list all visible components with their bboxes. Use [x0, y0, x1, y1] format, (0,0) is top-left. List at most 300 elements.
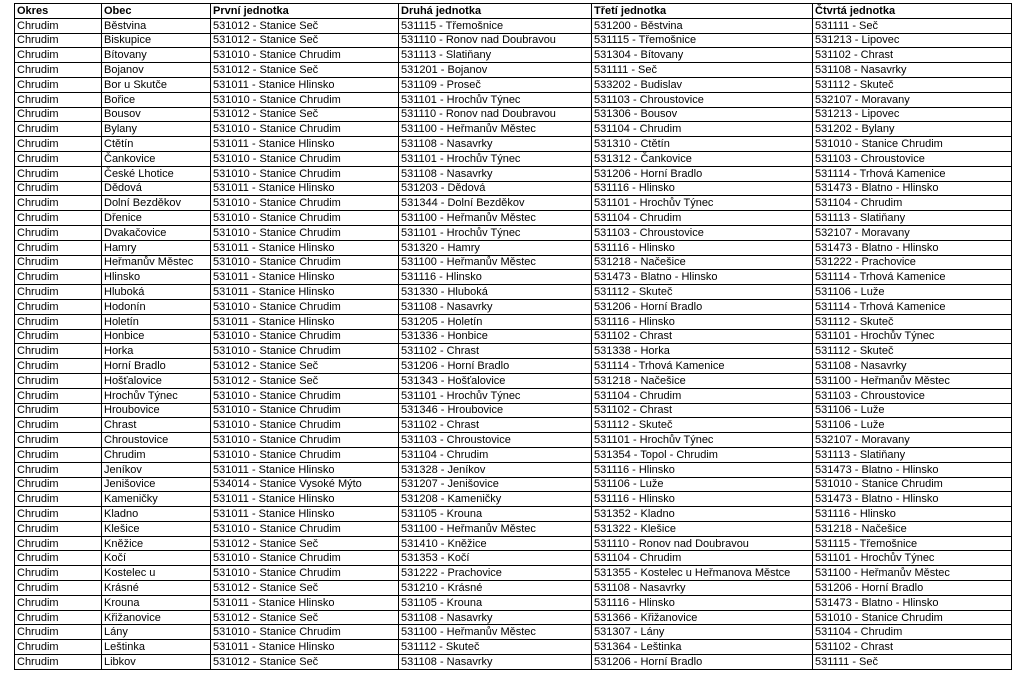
table-row	[15, 107, 1012, 122]
ctvrta-jednotka-cell: 531010 - Stanice Chrudim	[813, 477, 1012, 492]
treti-jednotka-cell: 531110 - Ronov nad Doubravou	[592, 536, 813, 551]
ctvrta-jednotka-cell: 531104 - Chrudim	[813, 625, 1012, 640]
treti-jednotka-cell: 531218 - Načešice	[592, 373, 813, 388]
table-row	[15, 610, 1012, 625]
ctvrta-jednotka-cell: 531114 - Trhová Kamenice	[813, 166, 1012, 181]
table-row	[15, 166, 1012, 181]
druha-jednotka-cell: 531207 - Jenišovice	[399, 477, 592, 492]
ctvrta-jednotka-cell: 531473 - Blatno - Hlinsko	[813, 462, 1012, 477]
prvni-jednotka-cell: 531011 - Stanice Hlinsko	[211, 270, 399, 285]
okres-cell: Chrudim	[15, 151, 102, 166]
table-row	[15, 551, 1012, 566]
okres-cell: Chrudim	[15, 285, 102, 300]
ctvrta-jednotka-cell: 531218 - Načešice	[813, 521, 1012, 536]
obec-cell: Libkov	[102, 655, 211, 670]
prvni-jednotka-cell: 531010 - Stanice Chrudim	[211, 329, 399, 344]
obec-cell: Bojanov	[102, 63, 211, 78]
table-row	[15, 581, 1012, 596]
treti-jednotka-cell: 531116 - Hlinsko	[592, 240, 813, 255]
druha-jednotka-cell: 531336 - Honbice	[399, 329, 592, 344]
prvni-jednotka-cell: 531010 - Stanice Chrudim	[211, 433, 399, 448]
okres-cell: Chrudim	[15, 344, 102, 359]
table-row	[15, 640, 1012, 655]
treti-jednotka-cell: 531103 - Chroustovice	[592, 92, 813, 107]
treti-jednotka-cell: 531206 - Horní Bradlo	[592, 166, 813, 181]
obec-cell: Kočí	[102, 551, 211, 566]
prvni-jednotka-cell: 531010 - Stanice Chrudim	[211, 551, 399, 566]
okres-cell: Chrudim	[15, 373, 102, 388]
okres-cell: Chrudim	[15, 447, 102, 462]
treti-jednotka-cell: 531114 - Trhová Kamenice	[592, 359, 813, 374]
druha-jednotka-cell: 531104 - Chrudim	[399, 447, 592, 462]
obec-cell: Kostelec u	[102, 566, 211, 581]
prvni-jednotka-cell: 531011 - Stanice Hlinsko	[211, 462, 399, 477]
obec-cell: Heřmanův Městec	[102, 255, 211, 270]
okres-cell: Chrudim	[15, 77, 102, 92]
ctvrta-jednotka-cell: 531213 - Lipovec	[813, 33, 1012, 48]
table-row	[15, 285, 1012, 300]
treti-jednotka-cell: 531101 - Hrochův Týnec	[592, 196, 813, 211]
okres-cell: Chrudim	[15, 270, 102, 285]
druha-jednotka-cell: 531110 - Ronov nad Doubravou	[399, 107, 592, 122]
table-row	[15, 595, 1012, 610]
druha-jednotka-cell: 531222 - Prachovice	[399, 566, 592, 581]
obec-cell: Ctětín	[102, 137, 211, 152]
druha-jednotka-cell: 531320 - Hamry	[399, 240, 592, 255]
header-treti-jednotka: Třetí jednotka	[592, 4, 813, 19]
prvni-jednotka-cell: 531010 - Stanice Chrudim	[211, 151, 399, 166]
ctvrta-jednotka-cell: 531102 - Chrast	[813, 48, 1012, 63]
druha-jednotka-cell: 531103 - Chroustovice	[399, 433, 592, 448]
okres-cell: Chrudim	[15, 107, 102, 122]
treti-jednotka-cell: 531304 - Bítovany	[592, 48, 813, 63]
treti-jednotka-cell: 531206 - Horní Bradlo	[592, 655, 813, 670]
druha-jednotka-cell: 531343 - Hošťalovice	[399, 373, 592, 388]
treti-jednotka-cell: 531306 - Bousov	[592, 107, 813, 122]
okres-cell: Chrudim	[15, 196, 102, 211]
okres-cell: Chrudim	[15, 595, 102, 610]
okres-cell: Chrudim	[15, 122, 102, 137]
okres-cell: Chrudim	[15, 299, 102, 314]
treti-jednotka-cell: 531102 - Chrast	[592, 329, 813, 344]
treti-jednotka-cell: 531112 - Skuteč	[592, 418, 813, 433]
okres-cell: Chrudim	[15, 329, 102, 344]
druha-jednotka-cell: 531101 - Hrochův Týnec	[399, 225, 592, 240]
treti-jednotka-cell: 531364 - Leštinka	[592, 640, 813, 655]
okres-cell: Chrudim	[15, 137, 102, 152]
prvni-jednotka-cell: 531010 - Stanice Chrudim	[211, 447, 399, 462]
treti-jednotka-cell: 531102 - Chrast	[592, 403, 813, 418]
obec-cell: Biskupice	[102, 33, 211, 48]
obec-cell: Hrochův Týnec	[102, 388, 211, 403]
treti-jednotka-cell: 531200 - Běstvina	[592, 18, 813, 33]
prvni-jednotka-cell: 531010 - Stanice Chrudim	[211, 225, 399, 240]
druha-jednotka-cell: 531116 - Hlinsko	[399, 270, 592, 285]
obec-cell: Chrudim	[102, 447, 211, 462]
obec-cell: Čankovice	[102, 151, 211, 166]
treti-jednotka-cell: 531104 - Chrudim	[592, 211, 813, 226]
obec-cell: Běstvina	[102, 18, 211, 33]
table-row	[15, 344, 1012, 359]
table-row	[15, 270, 1012, 285]
obec-cell: Bousov	[102, 107, 211, 122]
treti-jednotka-cell: 531338 - Horka	[592, 344, 813, 359]
treti-jednotka-cell: 531354 - Topol - Chrudim	[592, 447, 813, 462]
table-row	[15, 211, 1012, 226]
obec-cell: Dědová	[102, 181, 211, 196]
okres-cell: Chrudim	[15, 388, 102, 403]
prvni-jednotka-cell: 531012 - Stanice Seč	[211, 63, 399, 78]
ctvrta-jednotka-cell: 531101 - Hrochův Týnec	[813, 329, 1012, 344]
obec-cell: Jeníkov	[102, 462, 211, 477]
prvni-jednotka-cell: 531011 - Stanice Hlinsko	[211, 507, 399, 522]
treti-jednotka-cell: 531104 - Chrudim	[592, 122, 813, 137]
obec-cell: Hroubovice	[102, 403, 211, 418]
obec-cell: Bylany	[102, 122, 211, 137]
prvni-jednotka-cell: 531011 - Stanice Hlinsko	[211, 285, 399, 300]
ctvrta-jednotka-cell: 531010 - Stanice Chrudim	[813, 137, 1012, 152]
header-row	[15, 4, 1012, 19]
okres-cell: Chrudim	[15, 211, 102, 226]
druha-jednotka-cell: 531105 - Krouna	[399, 507, 592, 522]
druha-jednotka-cell: 531110 - Ronov nad Doubravou	[399, 33, 592, 48]
obec-cell: České Lhotice	[102, 166, 211, 181]
prvni-jednotka-cell: 531012 - Stanice Seč	[211, 536, 399, 551]
obec-cell: Bor u Skutče	[102, 77, 211, 92]
druha-jednotka-cell: 531115 - Třemošnice	[399, 18, 592, 33]
treti-jednotka-cell: 531355 - Kostelec u Heřmanova Městce	[592, 566, 813, 581]
treti-jednotka-cell: 531307 - Lány	[592, 625, 813, 640]
table-row	[15, 329, 1012, 344]
ctvrta-jednotka-cell: 531112 - Skuteč	[813, 77, 1012, 92]
ctvrta-jednotka-cell: 531106 - Luže	[813, 418, 1012, 433]
table-row	[15, 507, 1012, 522]
okres-cell: Chrudim	[15, 610, 102, 625]
treti-jednotka-cell: 531322 - Klešice	[592, 521, 813, 536]
treti-jednotka-cell: 531111 - Seč	[592, 63, 813, 78]
treti-jednotka-cell: 531108 - Nasavrky	[592, 581, 813, 596]
treti-jednotka-cell: 531101 - Hrochův Týnec	[592, 433, 813, 448]
druha-jednotka-cell: 531328 - Jeníkov	[399, 462, 592, 477]
obec-cell: Dolní Bezděkov	[102, 196, 211, 211]
okres-cell: Chrudim	[15, 536, 102, 551]
okres-cell: Chrudim	[15, 433, 102, 448]
ctvrta-jednotka-cell: 531114 - Trhová Kamenice	[813, 270, 1012, 285]
prvni-jednotka-cell: 531011 - Stanice Hlinsko	[211, 595, 399, 610]
prvni-jednotka-cell: 534014 - Stanice Vysoké Mýto	[211, 477, 399, 492]
druha-jednotka-cell: 531410 - Kněžice	[399, 536, 592, 551]
obec-cell: Dvakačovice	[102, 225, 211, 240]
druha-jednotka-cell: 531101 - Hrochův Týnec	[399, 92, 592, 107]
table-row	[15, 18, 1012, 33]
druha-jednotka-cell: 531100 - Heřmanův Městec	[399, 521, 592, 536]
header-ctvrta-jednotka: Čtvrtá jednotka	[813, 4, 1012, 19]
table-row	[15, 477, 1012, 492]
obec-cell: Horka	[102, 344, 211, 359]
treti-jednotka-cell: 531116 - Hlinsko	[592, 595, 813, 610]
obec-cell: Lány	[102, 625, 211, 640]
druha-jednotka-cell: 531344 - Dolní Bezděkov	[399, 196, 592, 211]
header-druha-jednotka: Druhá jednotka	[399, 4, 592, 19]
druha-jednotka-cell: 531101 - Hrochův Týnec	[399, 151, 592, 166]
treti-jednotka-cell: 531116 - Hlinsko	[592, 181, 813, 196]
ctvrta-jednotka-cell: 531473 - Blatno - Hlinsko	[813, 181, 1012, 196]
prvni-jednotka-cell: 531010 - Stanice Chrudim	[211, 122, 399, 137]
table-row	[15, 314, 1012, 329]
prvni-jednotka-cell: 531011 - Stanice Hlinsko	[211, 492, 399, 507]
table-row	[15, 196, 1012, 211]
okres-cell: Chrudim	[15, 403, 102, 418]
prvni-jednotka-cell: 531012 - Stanice Seč	[211, 581, 399, 596]
treti-jednotka-cell: 531310 - Ctětín	[592, 137, 813, 152]
ctvrta-jednotka-cell: 531111 - Seč	[813, 18, 1012, 33]
obec-cell: Dřenice	[102, 211, 211, 226]
druha-jednotka-cell: 531346 - Hroubovice	[399, 403, 592, 418]
ctvrta-jednotka-cell: 531103 - Chroustovice	[813, 151, 1012, 166]
druha-jednotka-cell: 531353 - Kočí	[399, 551, 592, 566]
druha-jednotka-cell: 531108 - Nasavrky	[399, 166, 592, 181]
druha-jednotka-cell: 531100 - Heřmanův Městec	[399, 211, 592, 226]
druha-jednotka-cell: 531206 - Horní Bradlo	[399, 359, 592, 374]
obec-cell: Hodonín	[102, 299, 211, 314]
druha-jednotka-cell: 531108 - Nasavrky	[399, 137, 592, 152]
okres-cell: Chrudim	[15, 462, 102, 477]
okres-cell: Chrudim	[15, 477, 102, 492]
okres-cell: Chrudim	[15, 314, 102, 329]
prvni-jednotka-cell: 531011 - Stanice Hlinsko	[211, 137, 399, 152]
ctvrta-jednotka-cell: 531115 - Třemošnice	[813, 536, 1012, 551]
okres-cell: Chrudim	[15, 92, 102, 107]
header-obec: Obec	[102, 4, 211, 19]
ctvrta-jednotka-cell: 531102 - Chrast	[813, 640, 1012, 655]
table-row	[15, 359, 1012, 374]
unit-table	[14, 3, 1012, 670]
table-row	[15, 447, 1012, 462]
ctvrta-jednotka-cell: 531206 - Horní Bradlo	[813, 581, 1012, 596]
ctvrta-jednotka-cell: 531010 - Stanice Chrudim	[813, 610, 1012, 625]
treti-jednotka-cell: 531352 - Kladno	[592, 507, 813, 522]
table-row	[15, 655, 1012, 670]
okres-cell: Chrudim	[15, 521, 102, 536]
table-row	[15, 536, 1012, 551]
okres-cell: Chrudim	[15, 255, 102, 270]
table-row	[15, 403, 1012, 418]
ctvrta-jednotka-cell: 531112 - Skuteč	[813, 344, 1012, 359]
table-row	[15, 433, 1012, 448]
ctvrta-jednotka-cell: 531473 - Blatno - Hlinsko	[813, 240, 1012, 255]
table-row	[15, 63, 1012, 78]
table-row	[15, 181, 1012, 196]
ctvrta-jednotka-cell: 531108 - Nasavrky	[813, 359, 1012, 374]
druha-jednotka-cell: 531109 - Proseč	[399, 77, 592, 92]
treti-jednotka-cell: 533202 - Budislav	[592, 77, 813, 92]
obec-cell: Bítovany	[102, 48, 211, 63]
obec-cell: Kameničky	[102, 492, 211, 507]
obec-cell: Honbice	[102, 329, 211, 344]
druha-jednotka-cell: 531201 - Bojanov	[399, 63, 592, 78]
prvni-jednotka-cell: 531010 - Stanice Chrudim	[211, 211, 399, 226]
prvni-jednotka-cell: 531010 - Stanice Chrudim	[211, 625, 399, 640]
obec-cell: Krouna	[102, 595, 211, 610]
table-row	[15, 521, 1012, 536]
ctvrta-jednotka-cell: 531473 - Blatno - Hlinsko	[813, 492, 1012, 507]
okres-cell: Chrudim	[15, 640, 102, 655]
prvni-jednotka-cell: 531011 - Stanice Hlinsko	[211, 77, 399, 92]
obec-cell: Bořice	[102, 92, 211, 107]
treti-jednotka-cell: 531116 - Hlinsko	[592, 314, 813, 329]
table-row	[15, 418, 1012, 433]
prvni-jednotka-cell: 531011 - Stanice Hlinsko	[211, 240, 399, 255]
obec-cell: Křižanovice	[102, 610, 211, 625]
okres-cell: Chrudim	[15, 551, 102, 566]
ctvrta-jednotka-cell: 531114 - Trhová Kamenice	[813, 299, 1012, 314]
obec-cell: Leštinka	[102, 640, 211, 655]
obec-cell: Hamry	[102, 240, 211, 255]
prvni-jednotka-cell: 531010 - Stanice Chrudim	[211, 566, 399, 581]
druha-jednotka-cell: 531113 - Slatiňany	[399, 48, 592, 63]
prvni-jednotka-cell: 531010 - Stanice Chrudim	[211, 299, 399, 314]
obec-cell: Hošťalovice	[102, 373, 211, 388]
druha-jednotka-cell: 531208 - Kameničky	[399, 492, 592, 507]
obec-cell: Hluboká	[102, 285, 211, 300]
table-row	[15, 462, 1012, 477]
prvni-jednotka-cell: 531010 - Stanice Chrudim	[211, 255, 399, 270]
prvni-jednotka-cell: 531012 - Stanice Seč	[211, 18, 399, 33]
ctvrta-jednotka-cell: 531108 - Nasavrky	[813, 63, 1012, 78]
prvni-jednotka-cell: 531012 - Stanice Seč	[211, 107, 399, 122]
druha-jednotka-cell: 531210 - Krásné	[399, 581, 592, 596]
treti-jednotka-cell: 531366 - Křižanovice	[592, 610, 813, 625]
table-row	[15, 492, 1012, 507]
treti-jednotka-cell: 531104 - Chrudim	[592, 388, 813, 403]
treti-jednotka-cell: 531104 - Chrudim	[592, 551, 813, 566]
treti-jednotka-cell: 531473 - Blatno - Hlinsko	[592, 270, 813, 285]
table-row	[15, 122, 1012, 137]
okres-cell: Chrudim	[15, 655, 102, 670]
ctvrta-jednotka-cell: 531116 - Hlinsko	[813, 507, 1012, 522]
obec-cell: Kladno	[102, 507, 211, 522]
okres-cell: Chrudim	[15, 359, 102, 374]
druha-jednotka-cell: 531108 - Nasavrky	[399, 655, 592, 670]
prvni-jednotka-cell: 531010 - Stanice Chrudim	[211, 344, 399, 359]
obec-cell: Chrast	[102, 418, 211, 433]
druha-jednotka-cell: 531108 - Nasavrky	[399, 299, 592, 314]
prvni-jednotka-cell: 531010 - Stanice Chrudim	[211, 403, 399, 418]
okres-cell: Chrudim	[15, 566, 102, 581]
okres-cell: Chrudim	[15, 18, 102, 33]
treti-jednotka-cell: 531115 - Třemošnice	[592, 33, 813, 48]
ctvrta-jednotka-cell: 531100 - Heřmanův Městec	[813, 373, 1012, 388]
okres-cell: Chrudim	[15, 33, 102, 48]
treti-jednotka-cell: 531103 - Chroustovice	[592, 225, 813, 240]
prvni-jednotka-cell: 531011 - Stanice Hlinsko	[211, 181, 399, 196]
okres-cell: Chrudim	[15, 240, 102, 255]
druha-jednotka-cell: 531101 - Hrochův Týnec	[399, 388, 592, 403]
header-okres: Okres	[15, 4, 102, 19]
ctvrta-jednotka-cell: 531473 - Blatno - Hlinsko	[813, 595, 1012, 610]
druha-jednotka-cell: 531330 - Hluboká	[399, 285, 592, 300]
druha-jednotka-cell: 531112 - Skuteč	[399, 640, 592, 655]
prvni-jednotka-cell: 531012 - Stanice Seč	[211, 359, 399, 374]
druha-jednotka-cell: 531108 - Nasavrky	[399, 610, 592, 625]
druha-jednotka-cell: 531105 - Krouna	[399, 595, 592, 610]
druha-jednotka-cell: 531100 - Heřmanův Městec	[399, 625, 592, 640]
prvni-jednotka-cell: 531011 - Stanice Hlinsko	[211, 640, 399, 655]
okres-cell: Chrudim	[15, 181, 102, 196]
okres-cell: Chrudim	[15, 492, 102, 507]
treti-jednotka-cell: 531106 - Luže	[592, 477, 813, 492]
obec-cell: Jenišovice	[102, 477, 211, 492]
table-row	[15, 48, 1012, 63]
ctvrta-jednotka-cell: 531213 - Lipovec	[813, 107, 1012, 122]
table-row	[15, 92, 1012, 107]
druha-jednotka-cell: 531203 - Dědová	[399, 181, 592, 196]
table-row	[15, 625, 1012, 640]
okres-cell: Chrudim	[15, 48, 102, 63]
table-row	[15, 77, 1012, 92]
obec-cell: Hlinsko	[102, 270, 211, 285]
prvni-jednotka-cell: 531010 - Stanice Chrudim	[211, 92, 399, 107]
treti-jednotka-cell: 531112 - Skuteč	[592, 285, 813, 300]
header-prvni-jednotka: První jednotka	[211, 4, 399, 19]
druha-jednotka-cell: 531100 - Heřmanův Městec	[399, 122, 592, 137]
table-row	[15, 225, 1012, 240]
okres-cell: Chrudim	[15, 581, 102, 596]
obec-cell: Kněžice	[102, 536, 211, 551]
table-row	[15, 240, 1012, 255]
ctvrta-jednotka-cell: 531106 - Luže	[813, 403, 1012, 418]
druha-jednotka-cell: 531205 - Holetín	[399, 314, 592, 329]
ctvrta-jednotka-cell: 531100 - Heřmanův Městec	[813, 566, 1012, 581]
prvni-jednotka-cell: 531010 - Stanice Chrudim	[211, 418, 399, 433]
obec-cell: Horní Bradlo	[102, 359, 211, 374]
treti-jednotka-cell: 531116 - Hlinsko	[592, 492, 813, 507]
table-row	[15, 137, 1012, 152]
ctvrta-jednotka-cell: 531202 - Bylany	[813, 122, 1012, 137]
ctvrta-jednotka-cell: 531111 - Seč	[813, 655, 1012, 670]
druha-jednotka-cell: 531100 - Heřmanův Městec	[399, 255, 592, 270]
ctvrta-jednotka-cell: 532107 - Moravany	[813, 92, 1012, 107]
table-row	[15, 388, 1012, 403]
ctvrta-jednotka-cell: 531112 - Skuteč	[813, 314, 1012, 329]
okres-cell: Chrudim	[15, 63, 102, 78]
table-row	[15, 373, 1012, 388]
ctvrta-jednotka-cell: 531222 - Prachovice	[813, 255, 1012, 270]
ctvrta-jednotka-cell: 531104 - Chrudim	[813, 196, 1012, 211]
ctvrta-jednotka-cell: 531113 - Slatiňany	[813, 211, 1012, 226]
ctvrta-jednotka-cell: 532107 - Moravany	[813, 433, 1012, 448]
ctvrta-jednotka-cell: 531106 - Luže	[813, 285, 1012, 300]
ctvrta-jednotka-cell: 532107 - Moravany	[813, 225, 1012, 240]
treti-jednotka-cell: 531116 - Hlinsko	[592, 462, 813, 477]
obec-cell: Krásné	[102, 581, 211, 596]
okres-cell: Chrudim	[15, 166, 102, 181]
prvni-jednotka-cell: 531012 - Stanice Seč	[211, 373, 399, 388]
prvni-jednotka-cell: 531011 - Stanice Hlinsko	[211, 314, 399, 329]
prvni-jednotka-cell: 531010 - Stanice Chrudim	[211, 166, 399, 181]
ctvrta-jednotka-cell: 531103 - Chroustovice	[813, 388, 1012, 403]
prvni-jednotka-cell: 531010 - Stanice Chrudim	[211, 521, 399, 536]
prvni-jednotka-cell: 531010 - Stanice Chrudim	[211, 196, 399, 211]
druha-jednotka-cell: 531102 - Chrast	[399, 344, 592, 359]
table-row	[15, 566, 1012, 581]
obec-cell: Klešice	[102, 521, 211, 536]
prvni-jednotka-cell: 531010 - Stanice Chrudim	[211, 48, 399, 63]
obec-cell: Chroustovice	[102, 433, 211, 448]
okres-cell: Chrudim	[15, 418, 102, 433]
table-row	[15, 299, 1012, 314]
prvni-jednotka-cell: 531012 - Stanice Seč	[211, 610, 399, 625]
